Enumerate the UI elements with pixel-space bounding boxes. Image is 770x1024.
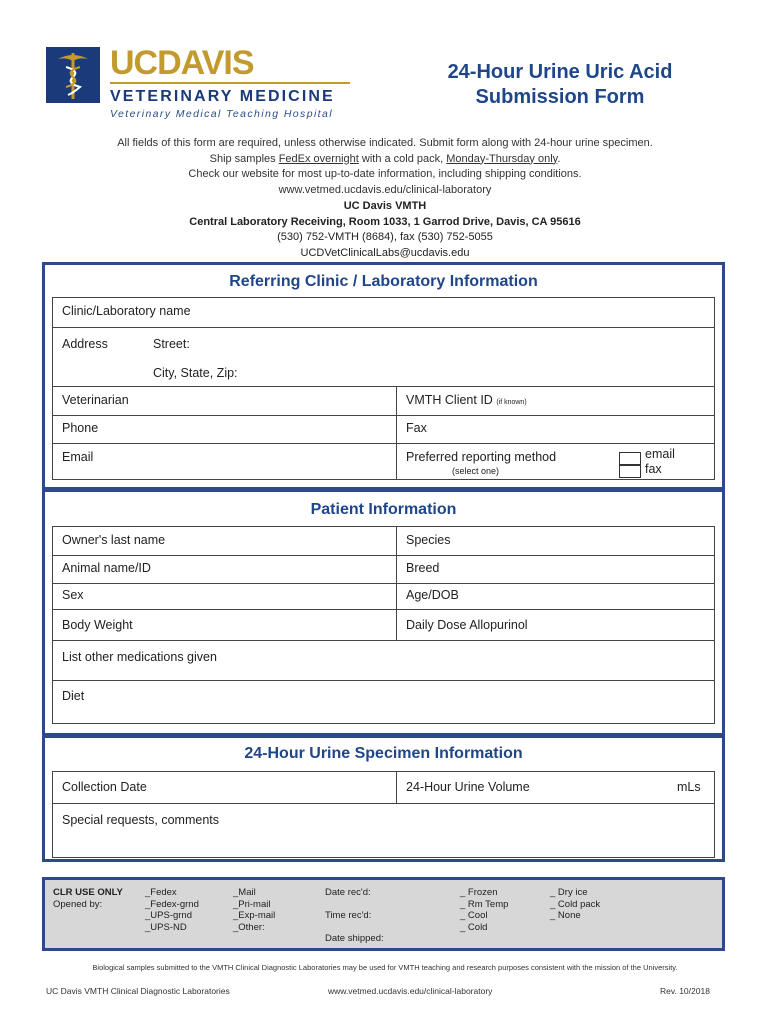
clr-carrier-col2: _Mail _Pri-mail _Exp-mail _Other: bbox=[233, 887, 276, 933]
phone-field[interactable]: Phone bbox=[52, 415, 397, 444]
uc-davis-wordmark: UCDAVIS bbox=[110, 44, 254, 82]
specimen-section bbox=[42, 735, 725, 862]
email-field[interactable]: Email bbox=[52, 443, 397, 480]
clinic-name-field[interactable]: Clinic/Laboratory name bbox=[52, 297, 715, 328]
instructions: All fields of this form are required, unless otherwise indicated. Submit form along with 24-hour urine specimen. Ship samples FedEx overnight with a cold pack, Monday-Thursday only. Check our website for most up-to-date information, including shipping conditions. www.vetmed.ucdavis.edu/clinical-laboratory bbox=[40, 136, 730, 198]
fax-field[interactable]: Fax bbox=[396, 415, 715, 444]
school-name: VETERINARY MEDICINE bbox=[110, 88, 335, 105]
lab-address: UC Davis VMTH Central Laboratory Receiving, Room 1033, 1 Garrod Drive, Davis, CA 95616 (530) 752-VMTH (8684), fax (530) 752-5055 UCDVetClinicalLabs@ucdavis.edu bbox=[40, 199, 730, 261]
diet-field[interactable]: Diet bbox=[52, 680, 715, 724]
clr-pack-col: _ Dry ice _ Cold pack _ None bbox=[550, 887, 601, 921]
hospital-name: Veterinary Medical Teaching Hospital bbox=[110, 108, 333, 120]
website-link[interactable]: www.vetmed.ucdavis.edu/clinical-laboratory bbox=[278, 183, 492, 196]
breed-field[interactable]: Breed bbox=[396, 555, 715, 584]
clinic-section bbox=[42, 262, 725, 490]
animal-name-field[interactable]: Animal name/ID bbox=[52, 555, 397, 584]
footer-revision: Rev. 10/2018 bbox=[660, 986, 710, 996]
reporting-method-field: Preferred reporting method (select one) email fax bbox=[396, 443, 715, 480]
clr-use-only-box: CLR USE ONLY Opened by: _Fedex _Fedex-grnd _UPS-grnd _UPS-ND _Mail _Pri-mail _Exp-mail _Other: Date rec'd: Time rec'd: Date shipped: _ Frozen _ Rm Temp _ Cool _ Cold _ Dry ice _ Cold pack _ None bbox=[42, 877, 725, 951]
client-id-field[interactable]: VMTH Client ID (if known) bbox=[396, 386, 715, 416]
patient-section bbox=[42, 489, 725, 736]
form-title: 24-Hour Urine Uric Acid Submission Form bbox=[447, 61, 673, 108]
fax-checkbox[interactable] bbox=[619, 465, 641, 478]
clr-carrier-col1: _Fedex _Fedex-grnd _UPS-grnd _UPS-ND bbox=[145, 887, 199, 933]
urine-volume-field[interactable]: 24-Hour Urine Volume mLs bbox=[396, 771, 715, 804]
footer-left: UC Davis VMTH Clinical Diagnostic Laboratories bbox=[46, 986, 230, 996]
medications-field[interactable]: List other medications given bbox=[52, 640, 715, 681]
owner-field[interactable]: Owner's last name bbox=[52, 526, 397, 556]
clr-title: CLR USE ONLY bbox=[53, 887, 123, 898]
age-field[interactable]: Age/DOB bbox=[396, 583, 715, 610]
caduceus-logo-icon bbox=[46, 47, 100, 103]
lab-email-link[interactable]: UCDVetClinicalLabs@ucdavis.edu bbox=[300, 246, 470, 259]
specimen-section-title: 24-Hour Urine Specimen Information bbox=[244, 745, 523, 762]
footer-note: Biological samples submitted to the VMTH Clinical Diagnostic Laboratories may be used for VMTH teaching and research purposes consistent with the mission of the University. bbox=[92, 963, 678, 972]
email-checkbox[interactable] bbox=[619, 452, 641, 465]
collection-date-field[interactable]: Collection Date bbox=[52, 771, 397, 804]
footer-website[interactable]: www.vetmed.ucdavis.edu/clinical-laboratory bbox=[328, 986, 493, 996]
sex-field[interactable]: Sex bbox=[52, 583, 397, 610]
special-requests-field[interactable]: Special requests, comments bbox=[52, 803, 715, 858]
species-field[interactable]: Species bbox=[396, 526, 715, 556]
veterinarian-field[interactable]: Veterinarian bbox=[52, 386, 397, 416]
clr-temp-col: _ Frozen _ Rm Temp _ Cool _ Cold bbox=[460, 887, 509, 933]
patient-section-title: Patient Information bbox=[310, 501, 457, 518]
header-rule bbox=[110, 82, 350, 84]
weight-field[interactable]: Body Weight bbox=[52, 609, 397, 641]
clinic-section-title: Referring Clinic / Laboratory Information bbox=[229, 273, 538, 290]
address-field[interactable]: Address Street: City, State, Zip: bbox=[52, 328, 715, 388]
allopurinol-dose-field[interactable]: Daily Dose Allopurinol bbox=[396, 609, 715, 641]
